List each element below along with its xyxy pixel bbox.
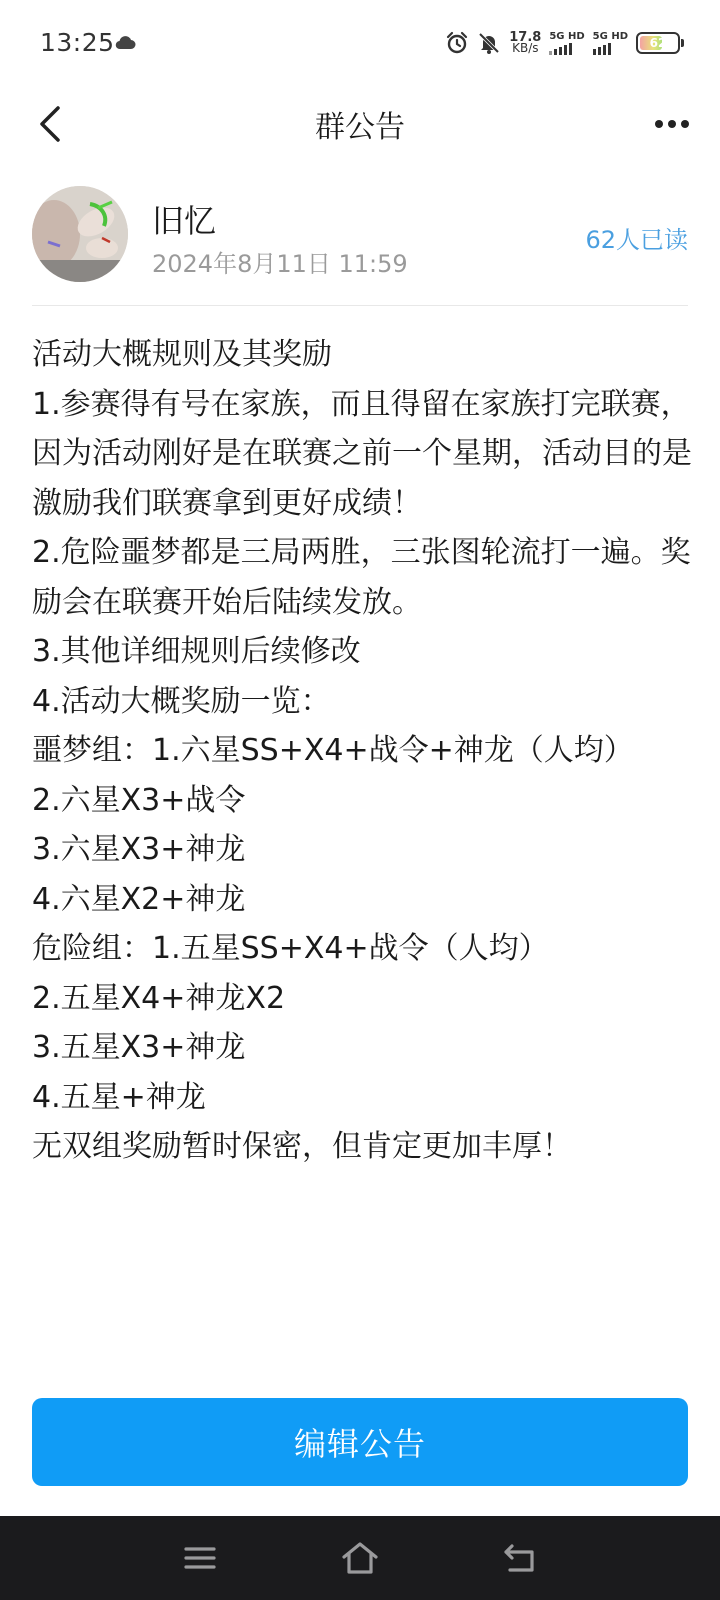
edit-announcement-button[interactable]: 编辑公告 [32, 1398, 688, 1486]
status-bar [0, 0, 720, 88]
signal-sim2 [593, 31, 628, 55]
status-indicators [445, 26, 680, 60]
announcement-line: 4.六星X2+神龙 [32, 881, 246, 917]
sim1-label: 5G HD [549, 31, 585, 42]
net-speed-value: 17.8 [509, 30, 542, 45]
battery-level: 62 [649, 36, 667, 50]
announcement-line: 3.六星X3+神龙 [32, 832, 246, 867]
announcement-line: 4.活动大概奖励一览： [32, 683, 331, 719]
announcement-line: 4.五星+神龙 [32, 1079, 206, 1115]
announcement-line: 活动大概规则及其奖励 [32, 337, 332, 372]
cloud-icon [114, 34, 136, 50]
alarm-icon [445, 31, 469, 55]
system-nav-bar [0, 1516, 720, 1600]
announcement-line: 1.参赛得有号在家族，而且得留在家族打完联赛，因为活动刚好是在联赛之前一个星期，活动目的是激励我们联赛拿到更好成绩！ [32, 386, 692, 521]
announcement-line: 3.其他详细规则后续修改 [32, 634, 361, 669]
return-icon [502, 1542, 538, 1574]
more-dots-icon [654, 119, 690, 129]
post-time: 2024年8月11日 11:59 [152, 250, 408, 278]
author-name: 旧忆 [152, 202, 217, 240]
battery-icon [636, 32, 680, 54]
read-count-link[interactable]: 62人已读 [585, 226, 688, 254]
avatar[interactable] [32, 186, 128, 282]
menu-button[interactable] [178, 1536, 222, 1580]
announcement-line: 2.危险噩梦都是三局两胜，三张图轮流打一遍。奖励会在联赛开始后陆续发放。 [32, 535, 691, 620]
author-info [32, 186, 688, 296]
status-time: 13:25 [40, 28, 115, 57]
announcement-content [32, 330, 692, 1172]
home-icon [340, 1541, 380, 1575]
divider [32, 305, 688, 306]
signal-sim1 [549, 31, 584, 55]
announcement-line: 2.五星X4+神龙X2 [32, 980, 286, 1016]
signal-bars-icon [549, 43, 572, 55]
announcement-line: 3.五星X3+神龙 [32, 1030, 246, 1065]
mute-icon [477, 31, 501, 55]
avatar-image [32, 186, 128, 282]
signal-bars-icon [593, 43, 611, 55]
page-title: 群公告 [315, 110, 405, 145]
net-speed [509, 32, 541, 54]
announcement-line: 危险组：1.五星SS+X4+战令（人均） [32, 931, 549, 966]
announcement-line: 2.六星X3+战令 [32, 782, 246, 818]
announcement-line: 无双组奖励暂时保密，但肯定更加丰厚！ [32, 1129, 572, 1164]
more-button[interactable] [644, 96, 700, 152]
menu-icon [183, 1544, 217, 1572]
nav-bar [0, 88, 720, 164]
announcement-line: 噩梦组：1.六星SS+X4+战令+神龙（人均） [32, 733, 634, 768]
net-speed-unit: KB/s [512, 41, 539, 55]
back-nav-button[interactable] [498, 1536, 542, 1580]
sim2-label: 5G HD [592, 31, 628, 42]
home-button[interactable] [338, 1536, 382, 1580]
